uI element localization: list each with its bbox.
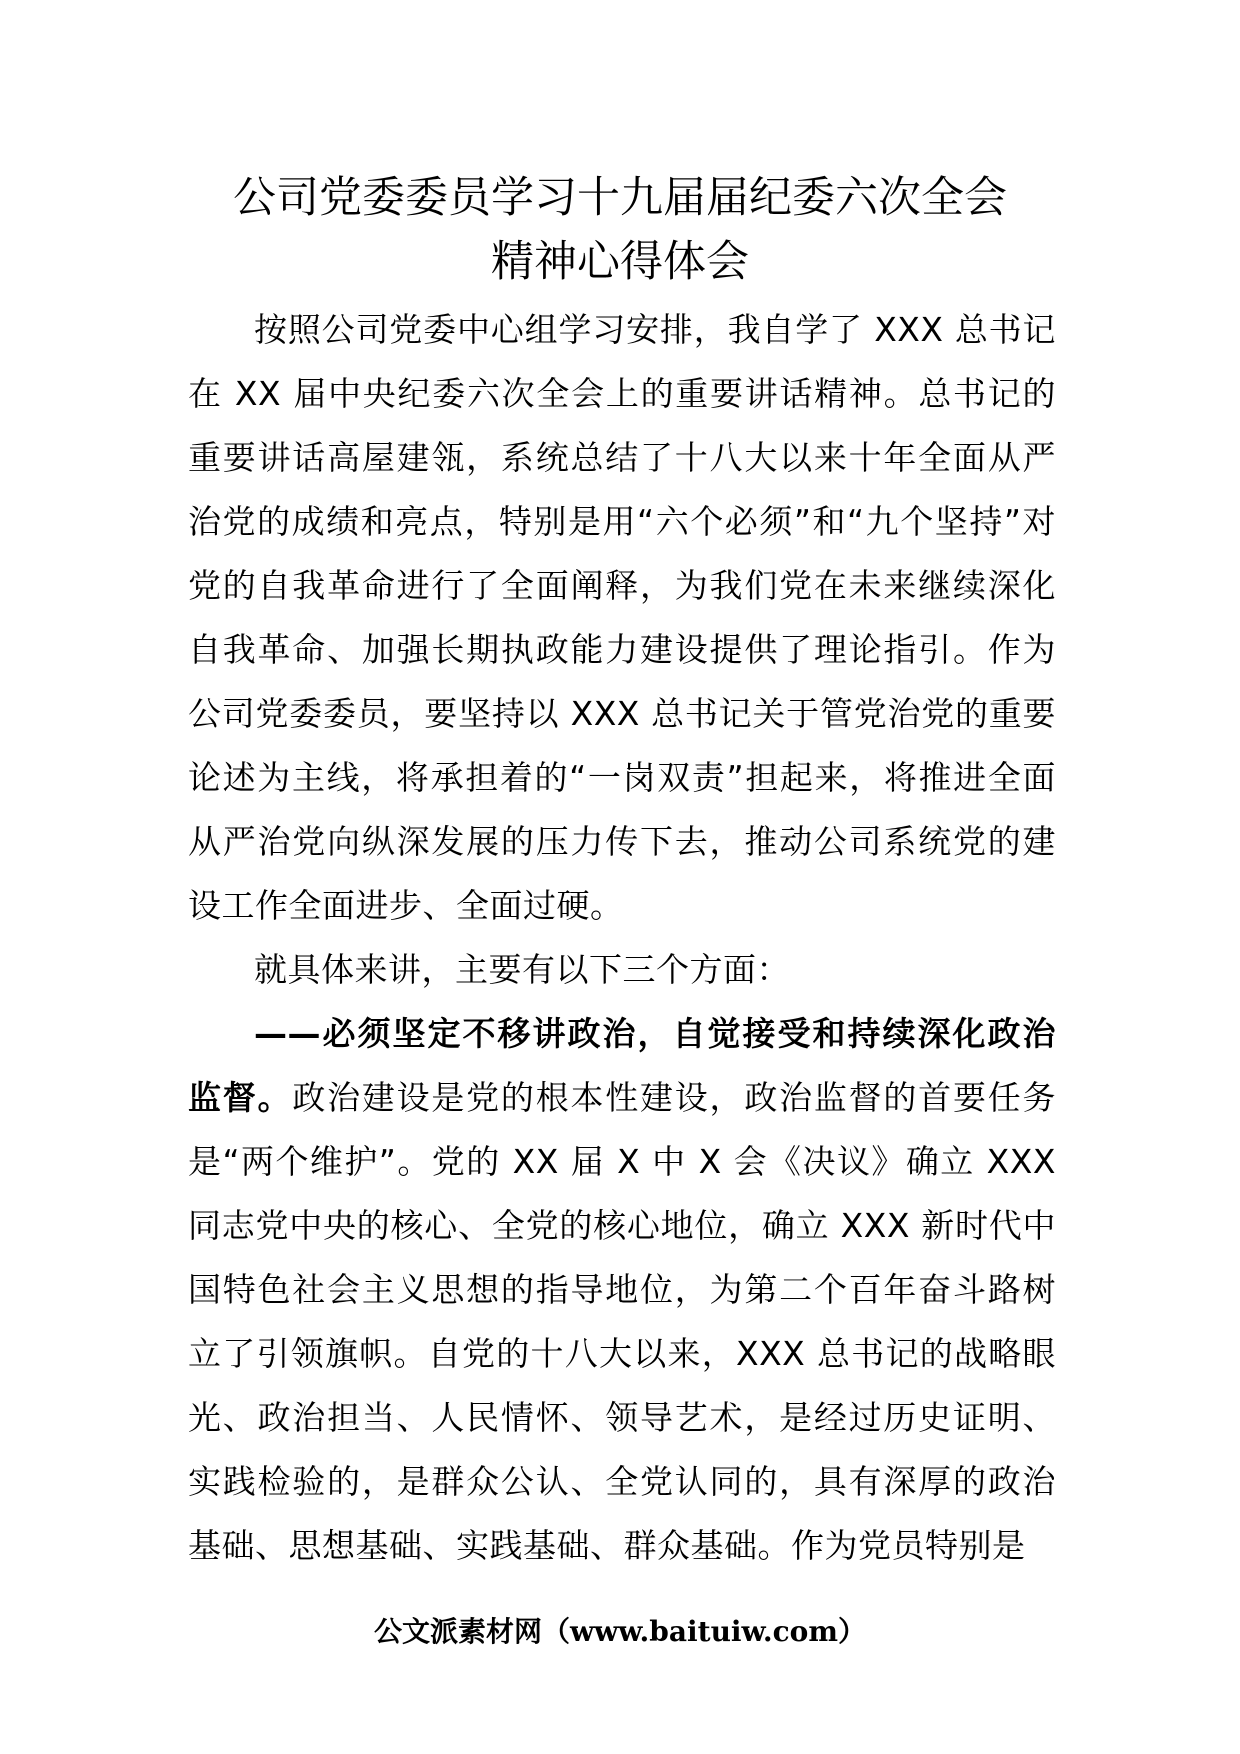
title-line-2: 精神心得体会 <box>491 237 749 287</box>
title-line-1: 公司党委委员学习十九届届纪委六次全会 <box>233 173 1007 223</box>
point-one-text: 政治建设是党的根本性建设，政治监督的首要任务是“两个维护”。党的 XX 届 X 中 X 会《决议》确立 XXX 同志党中央的核心、全党的核心地位，确立 XXX 新时代中国特色社会主义思想的指导地位，为第二个百年奋斗路树立了引领旗帜。自党的十八大以来，XXX 总书记的战略眼光、政治担当、人民情怀、领导艺术，是经过历史证明、实践检验的，是群众公认、全党认同的，具有深厚的政治基础、思想基础、实践基础、群众基础。作为党员特别是 <box>188 1078 1056 1565</box>
document-body <box>188 298 1056 1578</box>
point-one-heading: ——必须坚定不移讲政治，自觉接受和持续深化政治监督。 <box>188 1014 1056 1117</box>
paragraph-overview: 就具体来讲，主要有以下三个方面： <box>254 950 790 989</box>
paragraph-point-one <box>188 1002 1056 1578</box>
document-title <box>150 166 1090 294</box>
footer-watermark: 公文派素材网（www.baituiw.com） <box>374 1615 866 1648</box>
paragraph-intro: 按照公司党委中心组学习安排，我自学了 XXX 总书记在 XX 届中央纪委六次全会上的重要讲话精神。总书记的重要讲话高屋建瓴，系统总结了十八大以来十年全面从严治党的成绩和亮点，特别是用“六个必须”和“九个坚持”对党的自我革命进行了全面阐释，为我们党在未来继续深化自我革命、加强长期执政能力建设提供了理论指引。作为公司党委委员，要坚持以 XXX 总书记关于管党治党的重要论述为主线，将承担着的“一岗双责”担起来，将推进全面从严治党向纵深发展的压力传下去，推动公司系统党的建设工作全面进步、全面过硬。 <box>188 310 1056 925</box>
